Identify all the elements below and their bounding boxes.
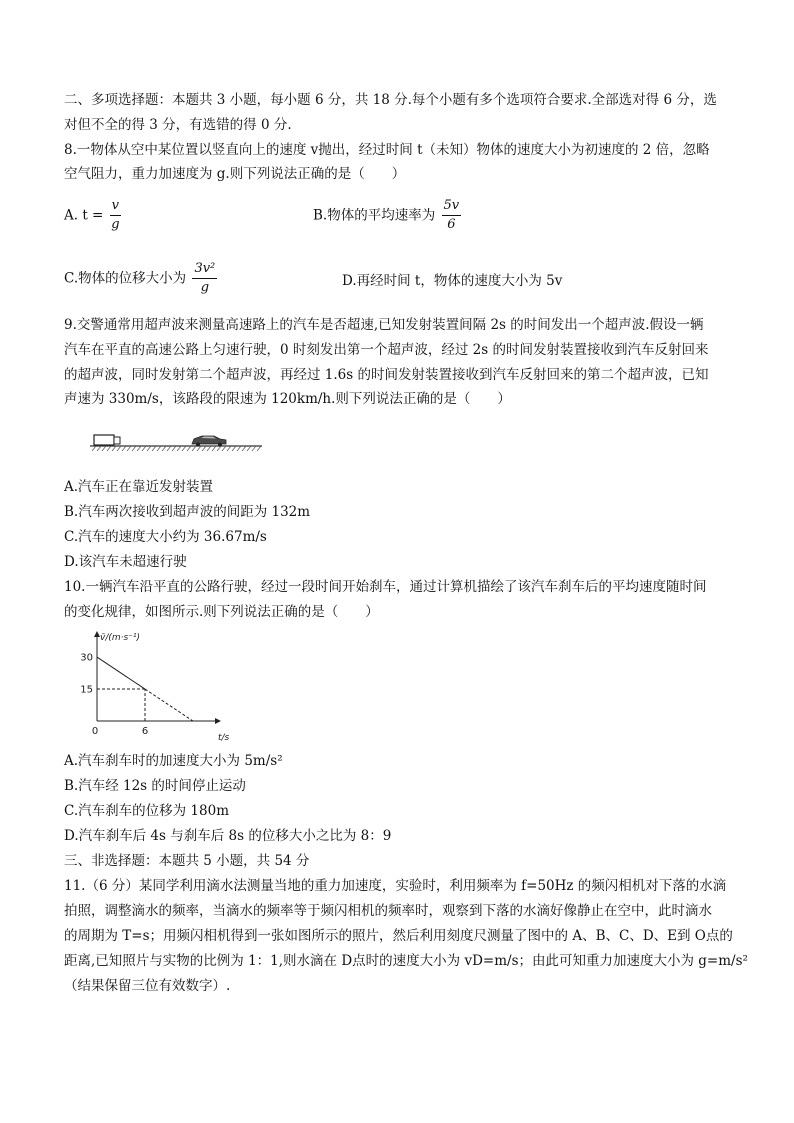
q9-stem-line1: 9.交警通常用超声波来测量高速路上的汽车是否超速,已知发射装置间隔 2s 的时间发出一个超声波.假设一辆 bbox=[64, 317, 704, 333]
hatch-mark bbox=[132, 446, 136, 451]
section2-line2: 对但不全的得 3 分，有选错的得 0 分. bbox=[64, 117, 292, 133]
y-tick-label: 15 bbox=[80, 684, 93, 696]
hatch-mark bbox=[167, 446, 171, 451]
hatch-mark bbox=[227, 446, 231, 451]
hatch-mark bbox=[112, 446, 116, 451]
q9-option-b: B.汽车两次接收到超声波的间距为 132m bbox=[64, 504, 311, 520]
q11-stem-line4: 距离,已知照片与实物的比例为 1：1,则水滴在 D点时的速度大小为 vD=m/s；由此可知重力加速度大小为 g=m/s² bbox=[64, 953, 748, 969]
q9-ultrasound-figure bbox=[88, 426, 266, 456]
hatch-mark bbox=[197, 446, 201, 451]
hatch-mark bbox=[207, 446, 211, 451]
hatch-mark bbox=[182, 446, 186, 451]
q8-option-a-fraction bbox=[110, 198, 121, 233]
q9-option-a: A.汽车正在靠近发射装置 bbox=[64, 479, 214, 495]
hatch-mark bbox=[172, 446, 176, 451]
hatch-mark bbox=[177, 446, 181, 451]
q8-option-c-prefix: C.物体的位移大小为 bbox=[64, 270, 187, 287]
hatch-mark bbox=[152, 446, 156, 451]
q8-option-b bbox=[313, 198, 463, 233]
q8-option-b-denominator: 6 bbox=[447, 217, 456, 232]
hatch-mark bbox=[237, 446, 241, 451]
hatch-mark bbox=[147, 446, 151, 451]
hatch-mark bbox=[192, 446, 196, 451]
q10-stem-line1: 10.一辆汽车沿平直的公路行驶，经过一段时间开始刹车，通过计算机描绘了该汽车刹车后的平均速度随时间 bbox=[64, 579, 707, 595]
q8-stem-line2: 空气阻力，重力加速度为 g.则下列说法正确的是（ ） bbox=[64, 166, 406, 182]
hatch-mark bbox=[247, 446, 251, 451]
section2-line1: 二、多项选择题：本题共 3 小题，每小题 6 分，共 18 分.每个小题有多个选项符合要求.全部选对得 6 分，选 bbox=[64, 92, 717, 108]
q8-option-d: D.再经时间 t，物体的速度大小为 5v bbox=[342, 273, 563, 289]
q8-option-c-fraction bbox=[192, 261, 217, 296]
q8-option-c-numerator: 3v² bbox=[192, 261, 217, 279]
hatch-mark bbox=[242, 446, 246, 451]
q10-option-b: B.汽车经 12s 的时间停止运动 bbox=[64, 778, 246, 794]
q9-stem-line2: 汽车在平直的高速公路上匀速行驶，0 时刻发出第一个超声波，经过 2s 的时间发射装置接收到汽车反射回来 bbox=[64, 342, 709, 358]
q8-stem-line1: 8.一物体从空中某位置以竖直向上的速度 v抛出，经过时间 t（未知）物体的速度大小为初速度的 2 倍，忽略 bbox=[64, 142, 710, 158]
q9-option-c: C.汽车的速度大小约为 36.67m/s bbox=[64, 529, 267, 545]
x-tick-label: 0 bbox=[91, 726, 99, 737]
hatch-mark bbox=[122, 446, 126, 451]
hatch-mark bbox=[252, 446, 256, 451]
q8-option-a bbox=[64, 198, 123, 233]
q8-option-c bbox=[64, 261, 219, 296]
hatch-mark bbox=[97, 446, 101, 451]
q8-option-b-numerator: 5v bbox=[442, 198, 462, 216]
section3-title: 三、非选择题：本题共 5 小题，共 54 分 bbox=[64, 853, 310, 869]
hatch-mark bbox=[92, 446, 96, 451]
q10-option-c: C.汽车刹车的位移为 180m bbox=[64, 803, 229, 819]
q8-option-a-prefix: A. t = bbox=[64, 207, 104, 224]
hatch-mark bbox=[117, 446, 121, 451]
q11-stem-line5: （结果保留三位有效数字）. bbox=[64, 978, 231, 994]
q10-option-d: D.汽车刹车后 4s 与刹车后 8s 的位移大小之比为 8：9 bbox=[64, 828, 392, 844]
hatch-mark bbox=[217, 446, 221, 451]
hatch-mark bbox=[137, 446, 141, 451]
q8-option-a-numerator: v bbox=[110, 198, 121, 216]
q8-option-a-denominator: g bbox=[111, 217, 120, 232]
hatch-mark bbox=[127, 446, 131, 451]
hatch-mark bbox=[222, 446, 226, 451]
hatch-mark bbox=[102, 446, 106, 451]
car-icon bbox=[192, 436, 226, 447]
x-tick-label: 6 bbox=[141, 726, 149, 737]
hatch-mark bbox=[162, 446, 166, 451]
q9-stem-line3: 的超声波，同时发射第二个超声波，再经过 1.6s 的时间发射装置接收到汽车反射回来的第二个超声波，已知 bbox=[64, 367, 709, 383]
q8-option-b-prefix: B.物体的平均速率为 bbox=[313, 207, 436, 224]
q9-option-d: D.该汽车未超速行驶 bbox=[64, 554, 187, 570]
q10-velocity-time-chart bbox=[70, 628, 270, 748]
q8-option-c-denominator: g bbox=[200, 280, 210, 295]
hatch-mark bbox=[107, 446, 111, 451]
hatch-mark bbox=[212, 446, 216, 451]
series-line bbox=[145, 689, 193, 721]
q11-stem-line3: 的周期为 T=s；用频闪相机得到一张如图所示的照片，然后利用刻度尺测量了图中的 A、B、C、D、E到 O点的 bbox=[64, 928, 733, 944]
q10-stem-line2: 的变化规律，如图所示.则下列说法正确的是（ ） bbox=[64, 604, 379, 620]
hatch-mark bbox=[142, 446, 146, 451]
hatch-mark bbox=[232, 446, 236, 451]
series-line bbox=[97, 657, 145, 689]
q9-stem-line4: 声速为 330m/s，该路段的限速为 120km/h.则下列说法正确的是（ ） bbox=[64, 391, 511, 407]
q10-option-a: A.汽车刹车时的加速度大小为 5m/s² bbox=[64, 753, 283, 769]
hatch-mark bbox=[257, 446, 261, 451]
q11-stem-line1: 11.（6 分）某同学利用滴水法测量当地的重力加速度，实验时，利用频率为 f=50Hz 的频闪相机对下落的水滴 bbox=[64, 878, 727, 894]
x-axis-label: t/s bbox=[218, 733, 230, 743]
q8-option-b-fraction bbox=[442, 198, 462, 233]
y-tick-label: 30 bbox=[80, 652, 93, 664]
emitter-device-icon bbox=[94, 435, 120, 445]
hatch-mark bbox=[202, 446, 206, 451]
hatch-mark bbox=[187, 446, 191, 451]
y-axis-label: v̄/(m·s⁻¹) bbox=[100, 633, 141, 643]
hatch-mark bbox=[157, 446, 161, 451]
q11-stem-line2: 拍照，调整滴水的频率，当滴水的频率等于频闪相机的频率时，观察到下落的水滴好像静止在空中，此时滴水 bbox=[64, 903, 712, 919]
